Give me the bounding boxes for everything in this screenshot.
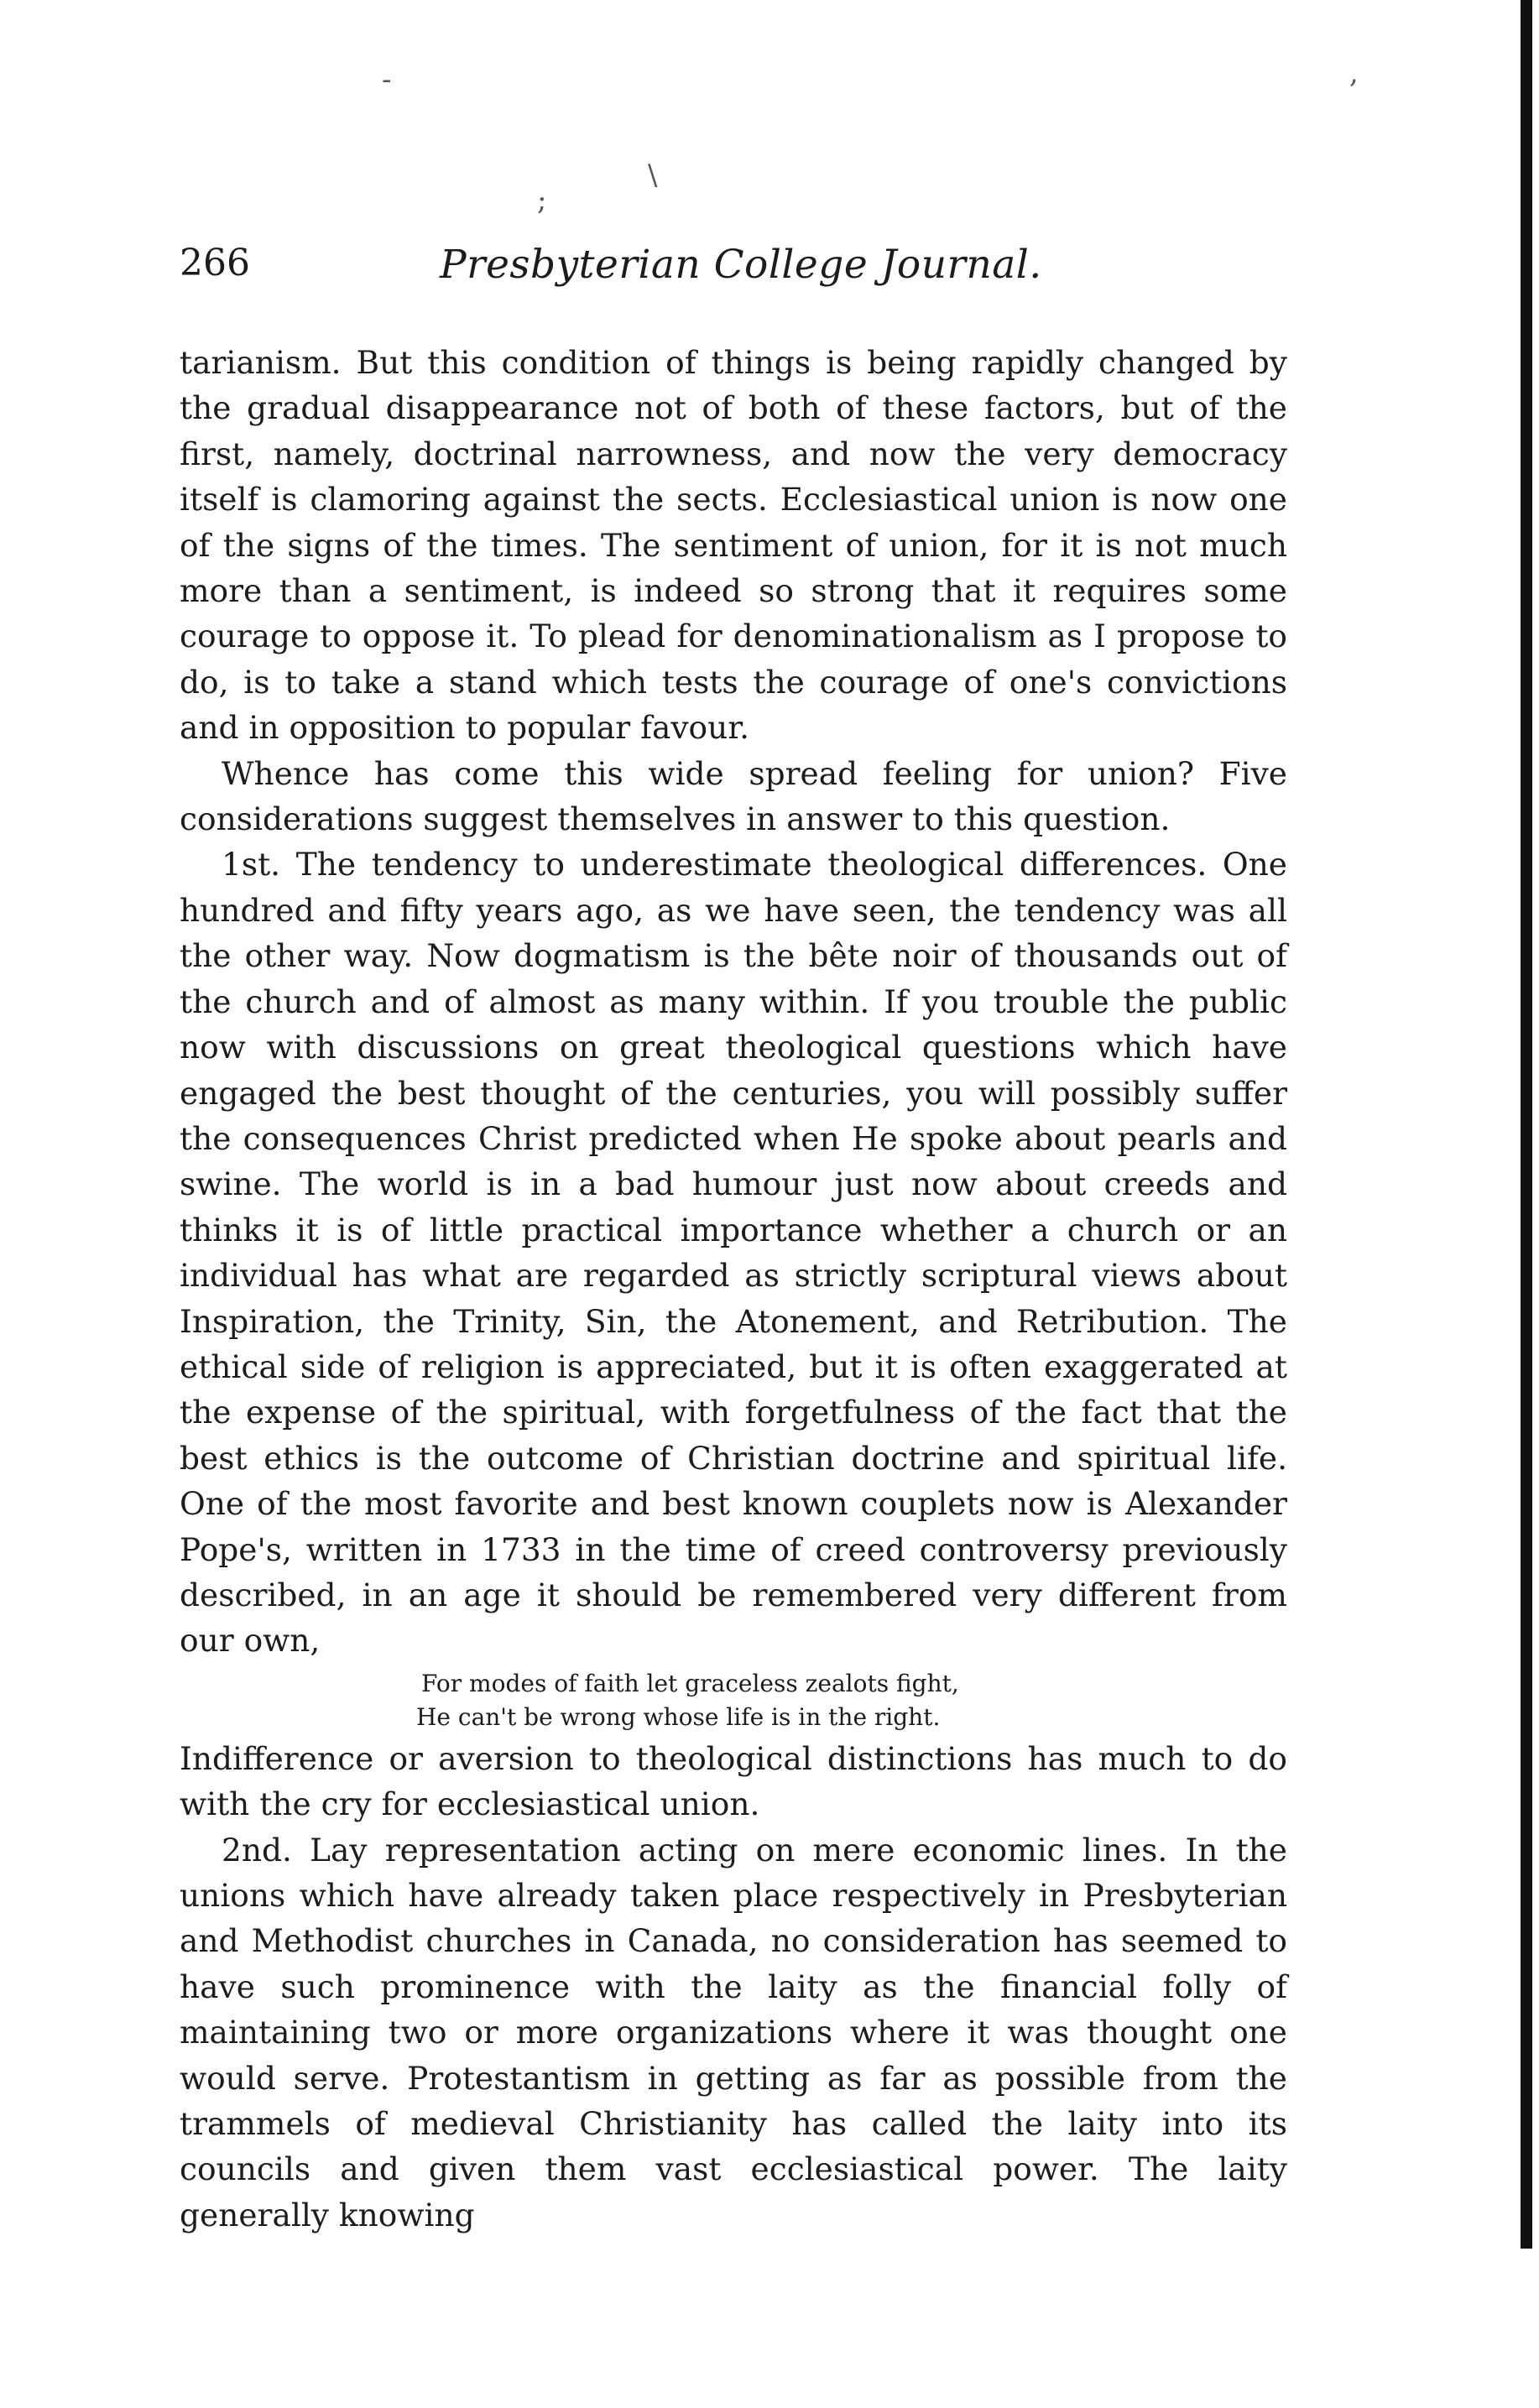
scan-speck: ; [537,184,547,217]
paragraph: 2nd. Lay representation acting on mere economic lines. In the unions which have already taken place respectively in Presbyterian and Methodist churches in Canada, no consideration has seemed to have such prominence with the laity as the financial folly of maintaining two or more organizations where it was thought one would serve. Protestantism in getting as far as possible from the trammels of medieval Christianity has called the laity into its councils and given them vast ecclesiastical power. The laity generally knowing [180,1831,1287,2233]
paragraph: Indifference or aversion to theological distinctions has much to do with the cry for ecclesiastical union. [180,1739,1287,1823]
body-text [180,340,1287,2238]
page-edge-scan-shadow [1521,0,1532,2249]
scan-speck: - [382,63,392,96]
paragraph: 1st. The tendency to underestimate theological differences. One hundred and fifty years ago, as we have seen, the tendency was all the other way. Now dogmatism is the bête noir of thousands out of the church and of almost as many within. If you trouble the public now with discussions on great theological questions which have engaged the best thought of the centuries, you will possibly suffer the consequences Christ predicted when He spoke about pearls and swine. The world is in a bad humour just now about creeds and thinks it is of little practical importance whether a church or an individual has what are regarded as strictly scriptural views about Inspiration, the Trinity, Sin, the Atonement, and Retribution. The ethical side of religion is appreciated, but it is often exaggerated at the expense of the spiritual, with forgetfulness of the fact that the best ethics is the outcome of Christian doctrine and spiritual life. One of the most favorite and best known couplets now is Alexander Pope's, written in 1733 in the time of creed controversy previously described, in an age it should be remembered very different from our own, [180,846,1287,1660]
verse-line: For modes of faith let graceless zealots fight, [421,1669,959,1697]
verse-quotation [180,1667,1287,1734]
scan-speck: \ [648,159,658,192]
paragraph: Whence has come this wide spread feeling for union? Five considerations suggest themselves in answer to this question. [180,754,1287,838]
running-title: Presbyterian College Journal. [440,242,1042,288]
verse-line: He can't be wrong whose life is in the right. [416,1702,941,1731]
paragraph: tarianism. But this condition of things is being rapidly changed by the gradual disappearance not of both of these factors, but of the first, namely, doctrinal narrowness, and now the very democracy itself is clamoring against the sects. Ecclesiastical union is now one of the signs of the times. The sentiment of union, for it is not much more than a sentiment, is indeed so strong that it requires some courage to oppose it. To plead for denominationalism as I propose to do, is to take a stand which tests the courage of one's convictions and in opposition to popular favour. [180,344,1287,747]
page-header [180,242,1304,300]
scan-speck: , [1349,56,1359,90]
page-number: 266 [180,242,250,284]
